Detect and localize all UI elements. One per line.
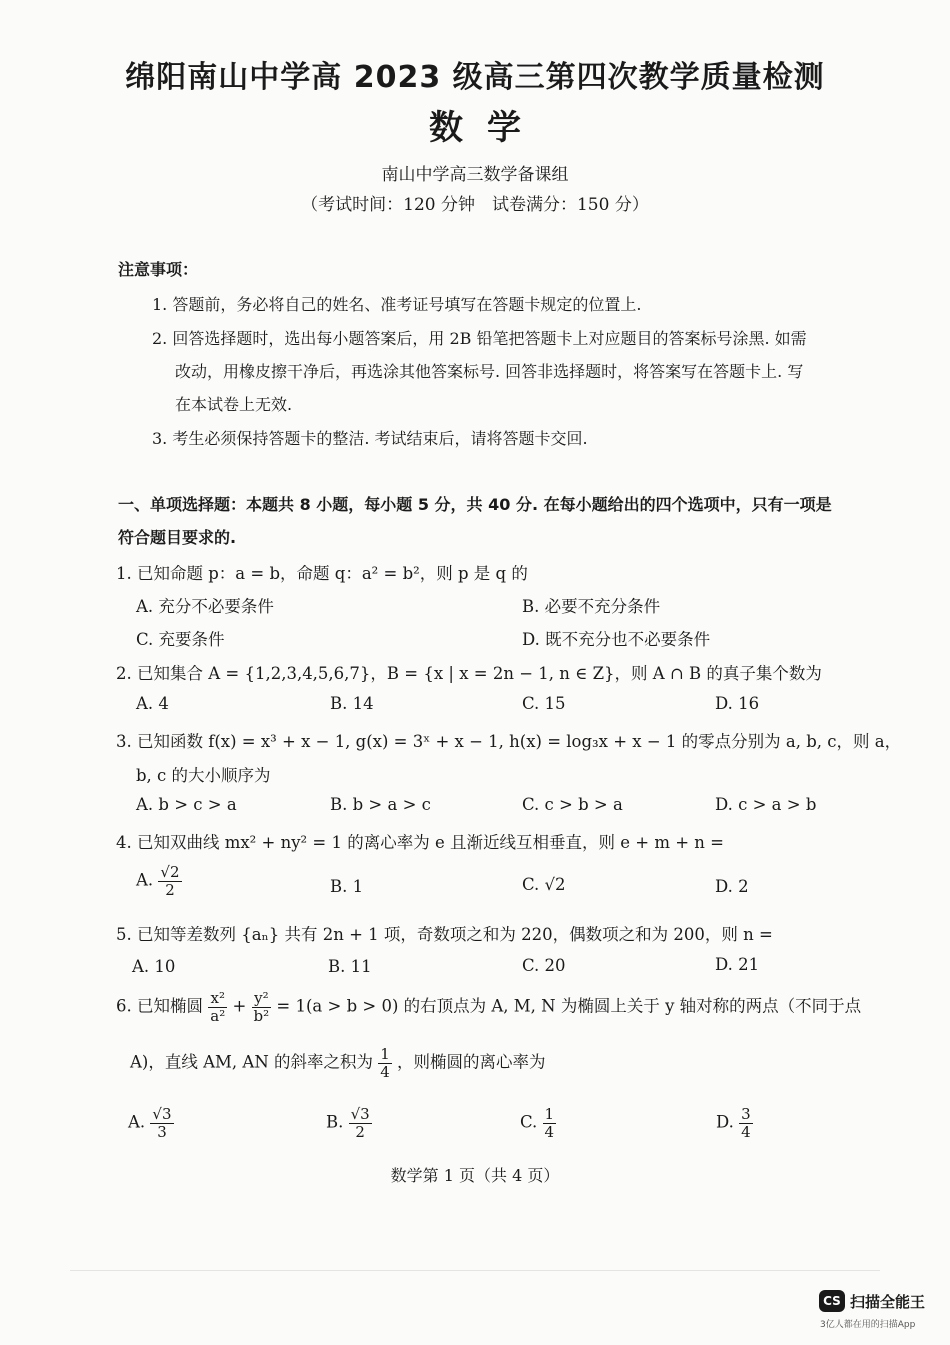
- question-4-option-a: [136, 864, 182, 898]
- fraction-denominator: 4: [544, 1122, 555, 1141]
- question-6-option-d: [716, 1106, 753, 1140]
- fraction-denominator: 4: [380, 1062, 390, 1081]
- question-2-option-d: D. 16: [715, 694, 760, 713]
- question-5-option-c: C. 20: [522, 956, 566, 975]
- fraction-denominator: 4: [741, 1122, 751, 1141]
- exam-info: （考试时间：120 分钟 试卷满分：150 分）: [301, 195, 649, 215]
- question-6-option-a: [128, 1106, 174, 1140]
- page-footer: 数学第 1 页（共 4 页）: [390, 1166, 560, 1185]
- question-6-stem-line-1: [116, 990, 861, 1024]
- exam-title: 绵阳南山中学高 2023 级高三第四次教学质量检测: [125, 60, 825, 95]
- stem-suffix: ，则椭圆的离心率为: [397, 1052, 546, 1072]
- stem-prefix: A)，直线 AM, AN 的斜率之积为: [130, 1052, 373, 1072]
- notice-item-3: 3. 考生必须保持答题卡的整洁. 考试结束后，请将答题卡交回.: [152, 429, 588, 448]
- section-heading-line-2: 符合题目要求的.: [118, 528, 237, 547]
- question-3-stem-line-2: b, c 的大小顺序为: [136, 766, 271, 785]
- camscanner-slogan: 3亿人都在用的扫描App: [820, 1320, 916, 1330]
- fraction-y: [252, 990, 272, 1024]
- option-label: A.: [128, 1112, 146, 1132]
- notice-item-2-line-3: 在本试卷上无效.: [175, 395, 293, 414]
- fraction-numerator: 1: [380, 1045, 390, 1063]
- stem-prefix: 6. 已知椭圆: [116, 996, 203, 1016]
- subject-title: 数学: [429, 108, 545, 148]
- question-1-option-c: C. 充要条件: [136, 630, 225, 649]
- question-2-stem: 2. 已知集合 A = {1,2,3,4,5,6,7}，B = {x | x = 2n − 1, n ∈ Z}，则 A ∩ B 的真子集个数为: [116, 664, 822, 683]
- section-heading-line-1: 一、单项选择题：本题共 8 小题，每小题 5 分，共 40 分. 在每小题给出的四个选项中，只有一项是: [118, 495, 832, 514]
- question-5-option-d: D. 21: [715, 955, 760, 974]
- question-1-stem: 1. 已知命题 p：a = b，命题 q：a² = b²，则 p 是 q 的: [116, 564, 528, 583]
- notice-heading: 注意事项：: [118, 260, 199, 279]
- question-3-option-a: A. b > c > a: [136, 795, 237, 814]
- fraction-numerator: √3: [152, 1105, 172, 1123]
- question-5-option-b: B. 11: [328, 957, 372, 976]
- prep-group: 南山中学高三数学备课组: [381, 165, 569, 185]
- question-3-option-c: C. c > b > a: [522, 795, 623, 814]
- fraction-denominator: a²: [210, 1006, 226, 1025]
- plus-sign: +: [232, 996, 247, 1016]
- bottom-divider: [70, 1270, 880, 1271]
- fraction-numerator: √3: [350, 1105, 370, 1123]
- fraction-denominator: 2: [355, 1122, 365, 1141]
- fraction: [543, 1106, 557, 1140]
- question-5-stem: 5. 已知等差数列 {aₙ} 共有 2n + 1 项，奇数项之和为 220，偶数项之和为 200，则 n =: [116, 925, 773, 944]
- option-label: A.: [136, 870, 154, 890]
- camscanner-name: 扫描全能王: [850, 1293, 926, 1311]
- question-1-option-a: A. 充分不必要条件: [136, 597, 274, 616]
- question-6-stem-line-2: [130, 1046, 546, 1080]
- question-4-option-b: B. 1: [330, 877, 364, 896]
- question-6-option-c: [520, 1106, 556, 1140]
- question-4-option-d: D. 2: [715, 877, 749, 896]
- question-1-option-b: B. 必要不充分条件: [522, 597, 661, 616]
- fraction: [349, 1106, 372, 1140]
- option-label: B.: [326, 1112, 344, 1132]
- question-1-option-d: D. 既不充分也不必要条件: [522, 630, 711, 649]
- question-4-stem: 4. 已知双曲线 mx² + ny² = 1 的离心率为 e 且渐近线互相垂直，则 e + m + n =: [116, 833, 724, 852]
- question-3-option-b: B. b > a > c: [330, 795, 431, 814]
- question-2-option-a: A. 4: [136, 694, 169, 713]
- fraction-denominator: b²: [253, 1006, 270, 1025]
- fraction: [150, 1106, 173, 1140]
- question-2-option-c: C. 15: [522, 694, 566, 713]
- fraction-numerator: √2: [160, 863, 180, 881]
- fraction-x: [208, 990, 227, 1024]
- fraction: [158, 864, 181, 898]
- fraction-numerator: 1: [544, 1105, 555, 1123]
- notice-item-2-line-2: 改动，用橡皮擦干净后，再选涂其他答案标号. 回答非选择题时，将答案写在答题卡上. 写: [175, 362, 804, 381]
- fraction-slope-product: [378, 1046, 392, 1080]
- fraction-denominator: 2: [165, 880, 175, 899]
- question-3-option-d: D. c > a > b: [715, 795, 817, 814]
- question-6-option-b: [326, 1106, 372, 1140]
- question-5-option-a: A. 10: [132, 957, 176, 976]
- notice-item-1: 1. 答题前，务必将自己的姓名、准考证号填写在答题卡规定的位置上.: [152, 295, 642, 314]
- option-label: C.: [520, 1112, 538, 1132]
- notice-item-2-line-1: 2. 回答选择题时，选出每小题答案后，用 2B 铅笔把答题卡上对应题目的答案标号涂黑. 如需: [152, 329, 807, 348]
- stem-suffix: = 1(a > b > 0) 的右顶点为 A, M, N 为椭圆上关于 y 轴对称的两点（不同于点: [276, 996, 862, 1016]
- question-3-stem-line-1: 3. 已知函数 f(x) = x³ + x − 1, g(x) = 3ˣ + x − 1, h(x) = log₃x + x − 1 的零点分别为 a, b, c，则 a，: [116, 732, 902, 751]
- question-4-option-c: C. √2: [522, 875, 566, 894]
- question-2-option-b: B. 14: [330, 694, 374, 713]
- fraction-numerator: y²: [252, 990, 272, 1008]
- fraction-denominator: 3: [157, 1122, 167, 1141]
- option-label: D.: [716, 1112, 734, 1132]
- fraction-numerator: x²: [208, 990, 227, 1008]
- camscanner-logo-icon: CS: [819, 1290, 845, 1312]
- fraction: [739, 1106, 753, 1140]
- fraction-numerator: 3: [741, 1105, 751, 1123]
